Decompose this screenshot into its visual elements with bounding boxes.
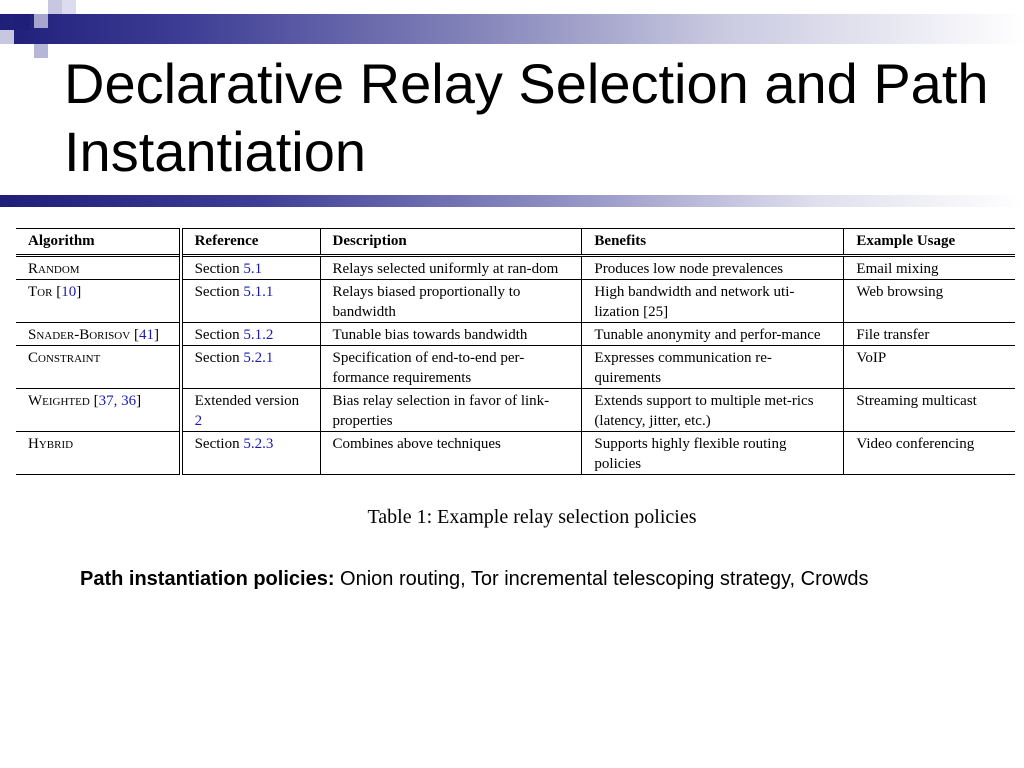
header-algorithm: Algorithm: [16, 229, 181, 256]
cell-algorithm: Tor [10]: [16, 280, 181, 323]
table-caption: Table 1: Example relay selection policies: [367, 506, 697, 528]
example-usage-text: Video conferencing: [856, 436, 975, 452]
path-instantiation-label: Path instantiation policies:: [80, 568, 335, 590]
cell-reference: [181, 389, 320, 432]
cell-reference: [181, 256, 320, 280]
table-body: [16, 256, 1015, 475]
example-usage-text: File transfer: [856, 327, 930, 343]
benefits-text: High bandwidth and network uti-lization [25]: [594, 284, 795, 320]
decorative-square: [48, 0, 62, 14]
cell-benefits: [582, 256, 844, 280]
reference-link: 2: [194, 413, 203, 429]
cell-example-usage: [844, 432, 1015, 475]
cell-example-usage: [844, 323, 1015, 346]
description-text: Specification of end-to-end per-formance requirements: [332, 350, 525, 386]
cell-description: [320, 389, 582, 432]
path-instantiation-text: [80, 564, 940, 594]
reference-text: Section: [194, 350, 244, 366]
cell-algorithm: [16, 346, 181, 389]
reference-text: Section: [194, 261, 244, 277]
header-description: Description: [320, 229, 582, 256]
reference-text: Section: [194, 436, 244, 452]
header-gradient-bar: [0, 14, 1024, 44]
cell-example-usage: [844, 280, 1015, 323]
algorithm-name: Weighted: [28, 393, 90, 409]
algorithm-name: Snader-Borisov: [28, 327, 131, 343]
description-text: Relays biased proportionally to bandwidth: [332, 284, 521, 320]
cell-algorithm: [16, 256, 181, 280]
reference-text: Extended version: [194, 393, 300, 409]
example-usage-text: Email mixing: [856, 261, 939, 277]
reference-link: 5.2.3: [243, 436, 274, 452]
algorithm-name: Hybrid: [28, 436, 74, 452]
reference-link: 5.1: [243, 261, 263, 277]
cell-benefits: [582, 432, 844, 475]
cell-algorithm: Weighted [37, 36]: [16, 389, 181, 432]
cell-benefits: [582, 280, 844, 323]
header-reference: Reference: [181, 229, 320, 256]
cell-benefits: [582, 389, 844, 432]
table-row: [16, 256, 1015, 280]
decorative-square: [14, 14, 30, 30]
table-row: [16, 432, 1015, 475]
benefits-text: Expresses communication re-quirements: [594, 350, 772, 386]
benefits-text: Extends support to multiple met-rics (latency, jitter, etc.): [594, 393, 814, 429]
decorative-square: [62, 0, 76, 14]
reference-link: 5.1.2: [243, 327, 274, 343]
algorithm-name: Random: [28, 261, 80, 277]
reference-text: Section: [194, 284, 244, 300]
table-row: [16, 389, 1015, 432]
cell-example-usage: [844, 346, 1015, 389]
description-text: Combines above techniques: [332, 436, 501, 452]
cell-description: [320, 256, 582, 280]
cell-algorithm: Snader-Borisov [41]: [16, 323, 181, 346]
decorative-square: [0, 30, 14, 44]
slide-title: Declarative Relay Selection and Path Instantiation: [64, 52, 989, 183]
reference-link: 5.2.1: [243, 350, 274, 366]
algorithm-citation: 41: [138, 327, 154, 343]
algorithm-name: Tor: [28, 284, 53, 300]
table-row: [16, 323, 1015, 346]
table-row: [16, 346, 1015, 389]
decorative-square: [34, 14, 48, 28]
decorative-square: [34, 44, 48, 58]
description-text: Tunable bias towards bandwidth: [332, 327, 528, 343]
algorithm-citation: 37, 36: [98, 393, 137, 409]
cell-benefits: [582, 323, 844, 346]
benefits-text: Supports highly flexible routing policies: [594, 436, 787, 472]
cell-example-usage: [844, 389, 1015, 432]
reference-link: 5.1.1: [243, 284, 274, 300]
cell-reference: [181, 323, 320, 346]
cell-benefits: [582, 346, 844, 389]
header-example-usage: Example Usage: [844, 229, 1015, 256]
title-underline-bar: [0, 195, 1024, 207]
table-header-row: [16, 229, 1015, 256]
cell-description: [320, 432, 582, 475]
cell-reference: [181, 346, 320, 389]
cell-reference: [181, 432, 320, 475]
cell-reference: [181, 280, 320, 323]
example-usage-text: VoIP: [856, 350, 887, 366]
example-usage-text: Streaming multicast: [856, 393, 977, 409]
description-text: Bias relay selection in favor of link-properties: [332, 393, 550, 429]
cell-example-usage: [844, 256, 1015, 280]
algorithm-name: Constraint: [28, 350, 101, 366]
relay-policies-table: [16, 228, 1015, 475]
table-row: [16, 280, 1015, 323]
header-benefits: Benefits: [582, 229, 844, 256]
path-instantiation-value: Onion routing, Tor incremental telescoping strategy, Crowds: [334, 568, 869, 590]
cell-description: [320, 346, 582, 389]
cell-algorithm: [16, 432, 181, 475]
reference-text: Section: [194, 327, 244, 343]
algorithm-citation: 10: [61, 284, 77, 300]
cell-description: [320, 280, 582, 323]
benefits-text: Tunable anonymity and perfor-mance: [594, 327, 821, 343]
cell-description: [320, 323, 582, 346]
description-text: Relays selected uniformly at ran-dom: [332, 261, 559, 277]
benefits-text: Produces low node prevalences: [594, 261, 784, 277]
example-usage-text: Web browsing: [856, 284, 944, 300]
